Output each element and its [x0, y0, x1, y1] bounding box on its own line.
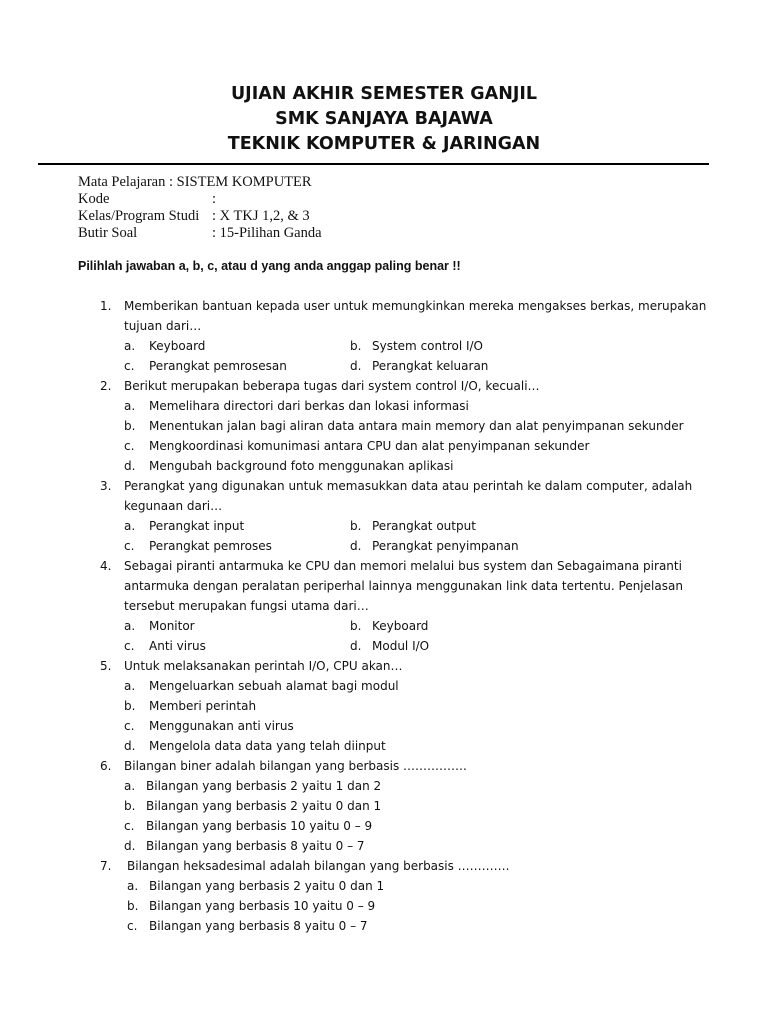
- option-letter: c.: [124, 819, 135, 833]
- option-letter: c.: [127, 919, 138, 933]
- question-3: [0, 476, 768, 556]
- option-letter: b.: [124, 419, 136, 433]
- option-row: [0, 816, 768, 836]
- option-text: Memelihara directori dari berkas dan lokasi informasi: [149, 399, 469, 413]
- option-text: Bilangan yang berbasis 10 yaitu 0 – 9: [146, 819, 373, 833]
- info-code-label: Kode: [78, 191, 110, 207]
- option-letter: a.: [124, 779, 136, 793]
- option-text: Anti virus: [149, 639, 206, 653]
- option-letter: a.: [124, 399, 136, 413]
- option-row: [0, 616, 768, 636]
- option-row: [0, 356, 768, 376]
- option-row: [0, 536, 768, 556]
- question-text: Perangkat yang digunakan untuk memasukkan data atau perintah ke dalam computer, adalah: [124, 479, 693, 493]
- option-text: Perangkat pemrosesan: [149, 359, 287, 373]
- instruction: Pilihlah jawaban a, b, c, atau d yang anda anggap paling benar !!: [78, 259, 461, 273]
- option-letter: b.: [124, 699, 136, 713]
- question-text: Bilangan biner adalah bilangan yang berbasis …………….: [124, 759, 467, 773]
- info-class-value: : X TKJ 1,2, & 3: [212, 208, 310, 224]
- option-letter: b.: [350, 339, 362, 353]
- info-code-value: :: [212, 191, 217, 207]
- option-text: Mengelola data data yang telah diinput: [149, 739, 386, 753]
- question-list: [0, 296, 768, 936]
- option-row: [0, 396, 768, 416]
- question-text: kegunaan dari…: [124, 499, 223, 513]
- info-items-value: : 15-Pilihan Ganda: [212, 225, 322, 241]
- question-7: [0, 856, 768, 936]
- option-text: Bilangan yang berbasis 2 yaitu 0 dan 1: [149, 879, 385, 893]
- option-text: Mengkoordinasi komunimasi antara CPU dan alat penyimpanan sekunder: [149, 439, 590, 453]
- option-row: [0, 916, 768, 936]
- option-row: [0, 696, 768, 716]
- option-text: Bilangan yang berbasis 2 yaitu 0 dan 1: [146, 799, 382, 813]
- question-number: 6.: [100, 759, 112, 773]
- option-letter: a.: [124, 519, 136, 533]
- option-row: [0, 716, 768, 736]
- department-name: TEKNIK KOMPUTER & JARINGAN: [227, 134, 541, 154]
- option-row: [0, 336, 768, 356]
- option-letter: c.: [124, 439, 135, 453]
- exam-title: UJIAN AKHIR SEMESTER GANJIL: [230, 84, 538, 104]
- option-letter: c.: [124, 639, 135, 653]
- option-row: [0, 896, 768, 916]
- option-letter: b.: [350, 619, 362, 633]
- option-row: [0, 456, 768, 476]
- question-text: Sebagai piranti antarmuka ke CPU dan memori melalui bus system dan Sebagaimana piranti: [124, 559, 682, 573]
- option-text: Keyboard: [372, 619, 429, 633]
- question-number: 7.: [100, 859, 112, 873]
- question-text: Memberikan bantuan kepada user untuk memungkinkan mereka mengakses berkas, merupakan: [124, 299, 707, 313]
- info-class-label: Kelas/Program Studi: [78, 208, 200, 224]
- option-text: Mengubah background foto menggunakan aplikasi: [149, 459, 454, 473]
- option-text: Modul I/O: [372, 639, 430, 653]
- option-letter: c.: [124, 539, 135, 553]
- option-row: [0, 516, 768, 536]
- option-text: Bilangan yang berbasis 8 yaitu 0 – 7: [146, 839, 365, 853]
- exam-header: [0, 82, 768, 157]
- exam-info: [78, 174, 322, 242]
- option-letter: c.: [124, 719, 135, 733]
- question-4: [0, 556, 768, 656]
- question-text: Berikut merupakan beberapa tugas dari system control I/O, kecuali…: [124, 379, 540, 393]
- question-number: 5.: [100, 659, 112, 673]
- option-letter: d.: [124, 459, 136, 473]
- option-text: Monitor: [149, 619, 195, 633]
- option-text: System control I/O: [372, 339, 483, 353]
- option-text: Menentukan jalan bagi aliran data antara main memory dan alat penyimpanan sekunder: [149, 419, 684, 433]
- option-letter: a.: [124, 679, 136, 693]
- option-row: [0, 776, 768, 796]
- info-subject: [78, 174, 312, 191]
- option-letter: b.: [124, 799, 136, 813]
- question-number: 4.: [100, 559, 112, 573]
- option-text: Memberi perintah: [149, 699, 257, 713]
- option-letter: b.: [127, 899, 139, 913]
- question-2: [0, 376, 768, 476]
- option-text: Perangkat pemroses: [149, 539, 272, 553]
- option-letter: b.: [350, 519, 362, 533]
- question-text: tujuan dari…: [124, 319, 202, 333]
- option-text: Bilangan yang berbasis 2 yaitu 1 dan 2: [146, 779, 382, 793]
- option-text: Bilangan yang berbasis 8 yaitu 0 – 7: [149, 919, 368, 933]
- question-1: [0, 296, 768, 376]
- option-row: [0, 836, 768, 856]
- info-items: [78, 225, 322, 242]
- option-text: Perangkat output: [372, 519, 476, 533]
- option-letter: d.: [350, 639, 362, 653]
- school-name: SMK SANJAYA BAJAWA: [275, 109, 493, 129]
- option-text: Mengeluarkan sebuah alamat bagi modul: [149, 679, 399, 693]
- option-text: Menggunakan anti virus: [149, 719, 294, 733]
- question-number: 1.: [100, 299, 112, 313]
- option-letter: d.: [124, 739, 136, 753]
- question-text: Untuk melaksanakan perintah I/O, CPU akan…: [124, 659, 403, 673]
- option-text: Bilangan yang berbasis 10 yaitu 0 – 9: [149, 899, 376, 913]
- info-items-label: Butir Soal: [78, 225, 138, 241]
- option-letter: d.: [350, 539, 362, 553]
- option-row: [0, 416, 768, 436]
- option-letter: a.: [124, 619, 136, 633]
- option-text: Perangkat keluaran: [372, 359, 489, 373]
- option-text: Keyboard: [149, 339, 206, 353]
- info-subject-text: Mata Pelajaran : SISTEM KOMPUTER: [78, 174, 312, 190]
- option-row: [0, 436, 768, 456]
- option-row: [0, 796, 768, 816]
- question-5: [0, 656, 768, 756]
- option-row: [0, 876, 768, 896]
- option-text: Perangkat input: [149, 519, 245, 533]
- option-row: [0, 636, 768, 656]
- header-divider: [38, 163, 709, 165]
- question-text: Bilangan heksadesimal adalah bilangan yang berbasis ………….: [127, 859, 510, 873]
- info-code: [78, 191, 312, 208]
- question-number: 2.: [100, 379, 112, 393]
- question-text: tersebut merupakan fungsi utama dari…: [124, 599, 369, 613]
- option-letter: a.: [127, 879, 139, 893]
- question-number: 3.: [100, 479, 112, 493]
- option-letter: c.: [124, 359, 135, 373]
- info-class: [78, 208, 312, 225]
- option-text: Perangkat penyimpanan: [372, 539, 519, 553]
- option-row: [0, 736, 768, 756]
- option-letter: a.: [124, 339, 136, 353]
- option-letter: d.: [350, 359, 362, 373]
- question-6: [0, 756, 768, 856]
- question-text: antarmuka dengan peralatan periperhal lainnya menggunakan link data tertentu. Penjelasan: [124, 579, 683, 593]
- option-letter: d.: [124, 839, 136, 853]
- option-row: [0, 676, 768, 696]
